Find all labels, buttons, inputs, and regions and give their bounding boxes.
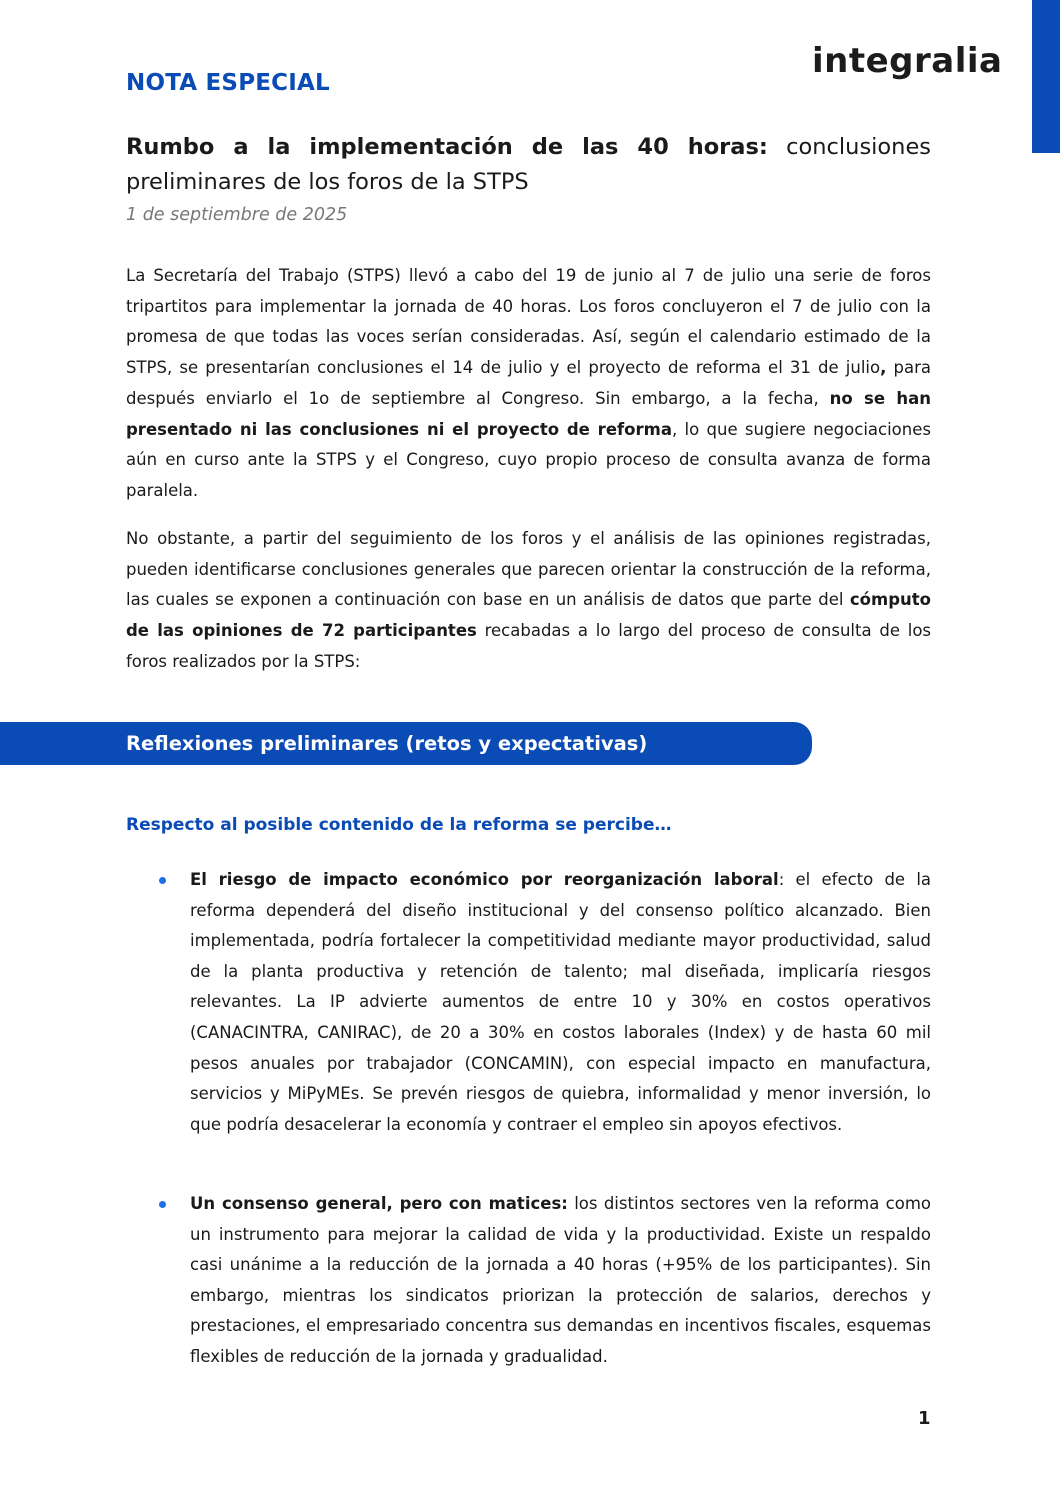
section-banner	[0, 722, 812, 765]
section-banner-title: Reflexiones preliminares (retos y expectativas)	[126, 732, 648, 755]
title-normal: conclusiones preliminares de los foros de la STPS	[126, 134, 932, 195]
page-number: 1	[918, 1408, 931, 1429]
p1-bold-comma: ,	[880, 358, 887, 378]
title-bold: Rumbo a la implementación de las 40 horas:	[126, 134, 768, 160]
bullet-bold: El riesgo de impacto económico por reorganización laboral	[190, 870, 779, 889]
intro-paragraph	[126, 261, 931, 507]
p2-bold-text: cómputo de las opiniones de 72 participantes	[126, 590, 931, 641]
bullet-icon	[159, 877, 166, 884]
bullet-item	[190, 1189, 931, 1373]
document-date: 1 de septiembre de 2025	[126, 205, 348, 225]
p2-text-2: recabadas a lo largo del proceso de consulta de los foros realizados por la STPS:	[126, 621, 932, 671]
document-title	[126, 130, 931, 200]
bullet-text: los distintos sectores ven la reforma como un instrumento para mejorar la calidad de vida y la productividad. Existe un respaldo casi unánime a la reducción de la jornada a 40 horas (+95% de los participantes). Sin embargo, mientras los sindicatos priorizan la protección de salarios, derechos y prestaciones, el empresariado concentra sus demandas en incentivos fiscales, esquemas flexibles de reducción de la jornada y gradualidad.	[190, 1194, 931, 1366]
bullet-icon	[159, 1201, 166, 1208]
bullet-item	[190, 865, 931, 1140]
nota-especial-label: NOTA ESPECIAL	[126, 70, 330, 96]
p1-text-3: , lo que sugiere negociaciones aún en curso ante la STPS y el Congreso, cuyo propio proceso de consulta avanza de forma paralela.	[126, 419, 931, 500]
logo-text: integralia	[812, 41, 1003, 81]
bullet-bold: Un consenso general, pero con matices:	[190, 1194, 568, 1213]
edge-accent-bar	[1032, 0, 1060, 153]
analysis-paragraph	[126, 524, 931, 678]
p1-bold-text: no se han presentado ni las conclusiones ni el proyecto de reforma	[126, 388, 931, 439]
bullet-text: : el efecto de la reforma dependerá del diseño institucional y del consenso político alcanzado. Bien implementada, podría fortalecer la competitividad mediante mayor productividad, salud de la planta productiva y retención de talento; mal diseñada, implicaría riesgos relevantes. La IP advierte aumentos de entre 10 y 30% en costos operativos (CANACINTRA, CANIRAC), de 20 a 30% en costos laborales (Index) y de hasta 60 mil pesos anuales por trabajador (CONCAMIN), con especial impacto en manufactura, servicios y MiPyMEs. Se prevén riesgos de quiebra, informalidad y menor inversión, lo que podría desacelerar la economía y contraer el empleo sin apoyos efectivos.	[190, 870, 932, 1134]
p2-text-1: No obstante, a partir del seguimiento de los foros y el análisis de las opiniones registradas, pueden identificarse conclusiones generales que parecen orientar la construcción de la reforma, las cuales se exponen a continuación con base en un análisis de datos que parte del	[126, 529, 931, 610]
integralia-logo	[812, 38, 1002, 84]
section-subheading: Respecto al posible contenido de la reforma se percibe…	[126, 815, 672, 835]
p1-text-1: La Secretaría del Trabajo (STPS) llevó a cabo del 19 de junio al 7 de julio una serie de foros tripartitos para implementar la jornada de 40 horas. Los foros concluyeron el 7 de julio con la promesa de que todas las voces serían consideradas. Así, según el calendario estimado de la STPS, se presentarían conclusiones el 14 de julio y el proyecto de reforma el 31 de julio	[126, 266, 931, 378]
p1-text-2: para después enviarlo el 1o de septiembre al Congreso. Sin embargo, a la fecha,	[126, 358, 931, 408]
